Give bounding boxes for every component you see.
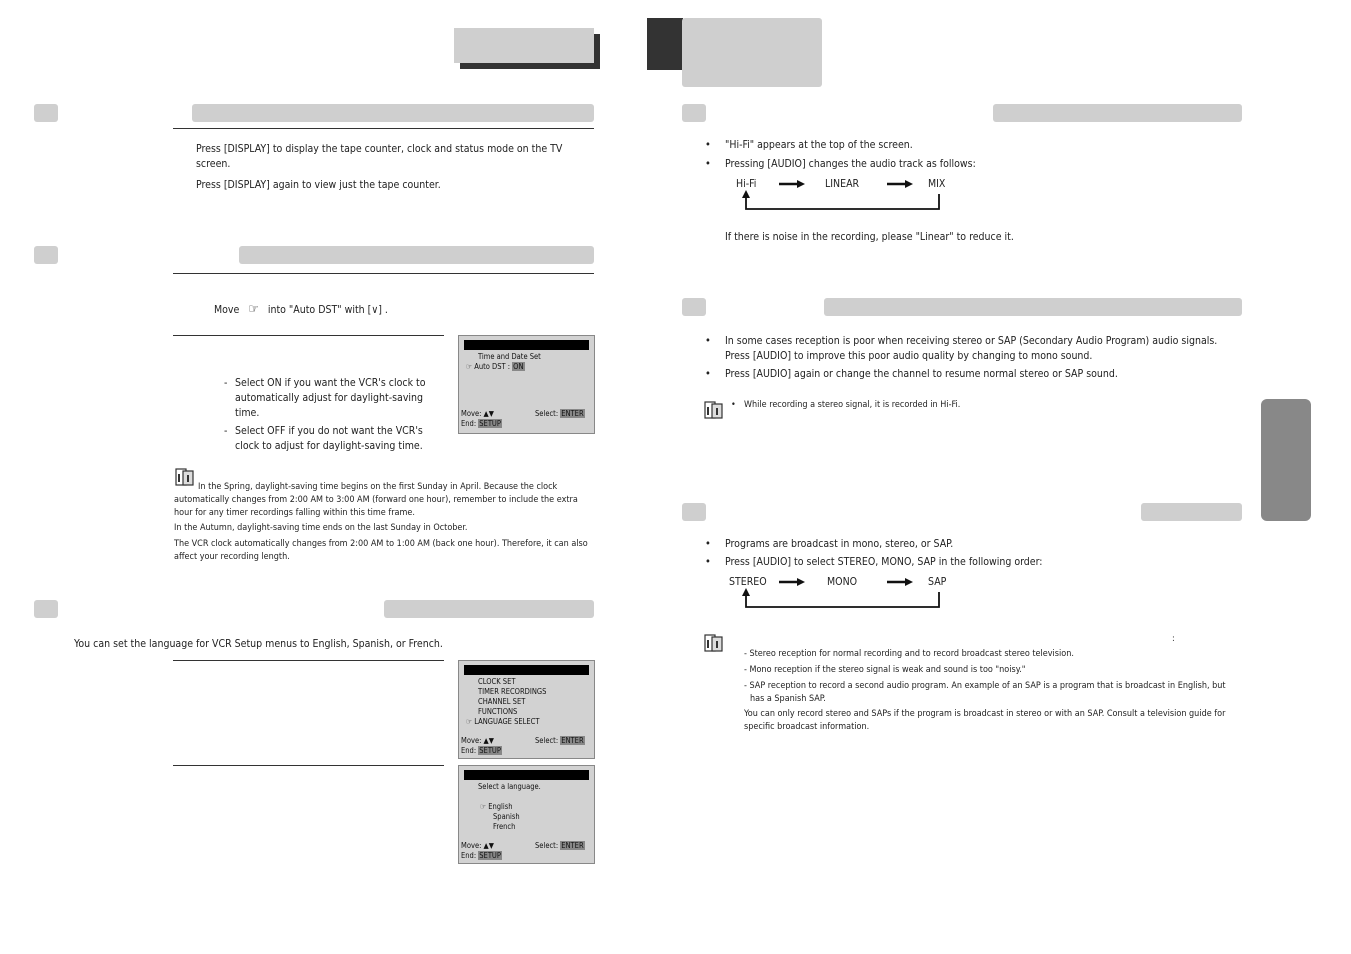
section-header-bar <box>239 246 594 264</box>
section-tab <box>34 246 58 264</box>
cycle-label-mix: MIX <box>928 178 946 190</box>
section-tab <box>682 298 706 316</box>
dst-note-1: In the Spring, daylight-saving time begins on the first Sunday in April. Because the clock automatically changes from 2:00 AM to 3:00 AM (forward one hour), remember to include the extra hour for any timer recordings falling within this time frame. <box>174 482 578 518</box>
hifi-noise-note: If there is noise in the recording, please "Linear" to reduce it. <box>725 231 1014 243</box>
language-intro: You can set the language for VCR Setup menus to English, Spanish, or French. <box>74 638 443 650</box>
section-tab <box>682 503 706 521</box>
stereo-note-4: You can only record stereo and SAPs if the program is broadcast in stereo or with an SAP. Consult a television guide for specific broadcast information. <box>744 709 1226 732</box>
language-prompt: Select a language. <box>478 782 541 791</box>
mono-bullet-1: In some cases reception is poor when receiving stereo or SAP (Secondary Audio Program) audio signals. Press [AUDIO] to improve this poor audio quality by changing to mono sound. <box>725 335 1218 362</box>
right-arrow-icon <box>779 578 805 586</box>
bullet-dot: • <box>705 555 711 568</box>
right-arrow-icon <box>779 180 805 188</box>
stereo-bullet-1: Programs are broadcast in mono, stereo, or SAP. <box>725 538 954 550</box>
hifi-bullet-2: Pressing [AUDIO] changes the audio track as follows: <box>725 158 976 170</box>
info-note-icon <box>704 400 724 420</box>
cycle-diagram-arrows <box>735 574 950 614</box>
screen-select-hint: Select: ENTER <box>535 736 584 745</box>
divider <box>173 660 444 661</box>
screen-move-hint: Move: ▲▼ <box>461 736 494 745</box>
section-header-bar <box>993 104 1242 122</box>
screen-header <box>464 665 589 675</box>
cycle-diagram-arrows <box>735 176 950 216</box>
cycle-label-hifi: Hi-Fi <box>736 178 757 190</box>
screen-header <box>464 340 589 350</box>
bullet-dot: • <box>705 157 711 170</box>
divider <box>173 273 594 274</box>
side-chapter-tab <box>1261 399 1311 521</box>
cycle-label-sap: SAP <box>928 576 947 588</box>
screen-line: ☞ Auto DST : ON <box>466 362 524 371</box>
mono-note: While recording a stereo signal, it is recorded in Hi-Fi. <box>744 400 961 410</box>
section-header-bar <box>192 104 594 122</box>
language-select-screen <box>458 765 595 864</box>
screen-move-hint: Move: ▲▼ <box>461 409 494 418</box>
stereo-note-3: - SAP reception to record a second audio program. An example of an SAP is a program that is broadcast in English, but has a Spanish SAP. <box>744 681 1226 704</box>
note-bullet: • <box>731 400 736 410</box>
cycle-label-stereo: STEREO <box>729 576 767 588</box>
menu-item: CHANNEL SET <box>478 697 526 706</box>
stereo-note-2: - Mono reception if the stereo signal is weak and sound is too "noisy." <box>744 665 1026 675</box>
dst-screen-preview <box>458 335 595 434</box>
dst-option-off: - Select OFF if you do not want the VCR's clock to adjust for daylight-saving time. <box>224 425 423 452</box>
menu-item: CLOCK SET <box>478 677 516 686</box>
header-dark-block <box>647 18 683 70</box>
dst-move-instruction <box>214 302 388 318</box>
screen-end-hint: End: SETUP <box>461 419 501 428</box>
screen-move-hint: Move: ▲▼ <box>461 841 494 850</box>
screen-line: Time and Date Set <box>478 352 541 361</box>
stereo-note-1: - Stereo reception for normal recording and to record broadcast stereo television. <box>744 649 1074 659</box>
section-header-bar <box>1141 503 1242 521</box>
divider <box>173 335 444 336</box>
section-tab <box>682 104 706 122</box>
divider <box>173 128 594 129</box>
section-header-bar <box>384 600 594 618</box>
language-option: French <box>493 822 516 831</box>
bullet-dot: • <box>705 334 711 347</box>
section-header-bar <box>824 298 1242 316</box>
info-note-icon <box>704 633 724 653</box>
section-tab <box>34 104 58 122</box>
dst-note-3: The VCR clock automatically changes from 2:00 AM to 1:00 AM (back one hour). Therefore, it can also affect your recording length. <box>174 539 588 562</box>
header-title-box <box>454 28 594 63</box>
hifi-bullet-1: "Hi-Fi" appears at the top of the screen. <box>725 139 913 151</box>
setup-menu-screen <box>458 660 595 759</box>
menu-item: FUNCTIONS <box>478 707 518 716</box>
header-title-box <box>682 18 822 87</box>
dst-note-2: In the Autumn, daylight-saving time ends on the last Sunday in October. <box>174 523 468 533</box>
stereo-bullet-2: Press [AUDIO] to select STEREO, MONO, SAP in the following order: <box>725 556 1043 568</box>
up-down-icon: ▲▼ <box>483 736 494 745</box>
up-down-icon: ▲▼ <box>483 841 494 850</box>
menu-item-selected: ☞ LANGUAGE SELECT <box>466 717 540 726</box>
screen-select-hint: Select: ENTER <box>535 409 584 418</box>
mono-bullet-2: Press [AUDIO] again or change the channel to resume normal stereo or SAP sound. <box>725 368 1118 380</box>
up-down-icon: ▲▼ <box>483 409 494 418</box>
screen-select-hint: Select: ENTER <box>535 841 584 850</box>
bullet-dot: • <box>705 367 711 380</box>
section-tab <box>34 600 58 618</box>
language-option: Spanish <box>493 812 520 821</box>
bullet-dot: • <box>705 537 711 550</box>
pointing-hand-icon: ☞ <box>248 302 259 317</box>
right-arrow-icon <box>887 578 913 586</box>
note-colon: : <box>1172 634 1175 644</box>
move-prefix: Move <box>214 304 240 316</box>
dst-option-on: - Select ON if you want the VCR's clock to automatically adjust for daylight-saving time. <box>224 377 426 419</box>
screen-end-hint: End: SETUP <box>461 851 501 860</box>
cycle-label-mono: MONO <box>827 576 858 588</box>
right-arrow-icon <box>887 180 913 188</box>
screen-end-hint: End: SETUP <box>461 746 501 755</box>
move-suffix: into "Auto DST" with [∨] . <box>267 304 388 316</box>
divider <box>173 765 444 766</box>
display-paragraph-1: Press [DISPLAY] to display the tape counter, clock and status mode on the TV screen. <box>196 143 563 170</box>
cycle-label-linear: LINEAR <box>825 178 860 190</box>
bullet-dot: • <box>705 138 711 151</box>
display-paragraph-2: Press [DISPLAY] again to view just the tape counter. <box>196 179 441 191</box>
menu-item: TIMER RECORDINGS <box>478 687 547 696</box>
language-option-selected: ☞ English <box>480 802 513 811</box>
screen-header <box>464 770 589 780</box>
